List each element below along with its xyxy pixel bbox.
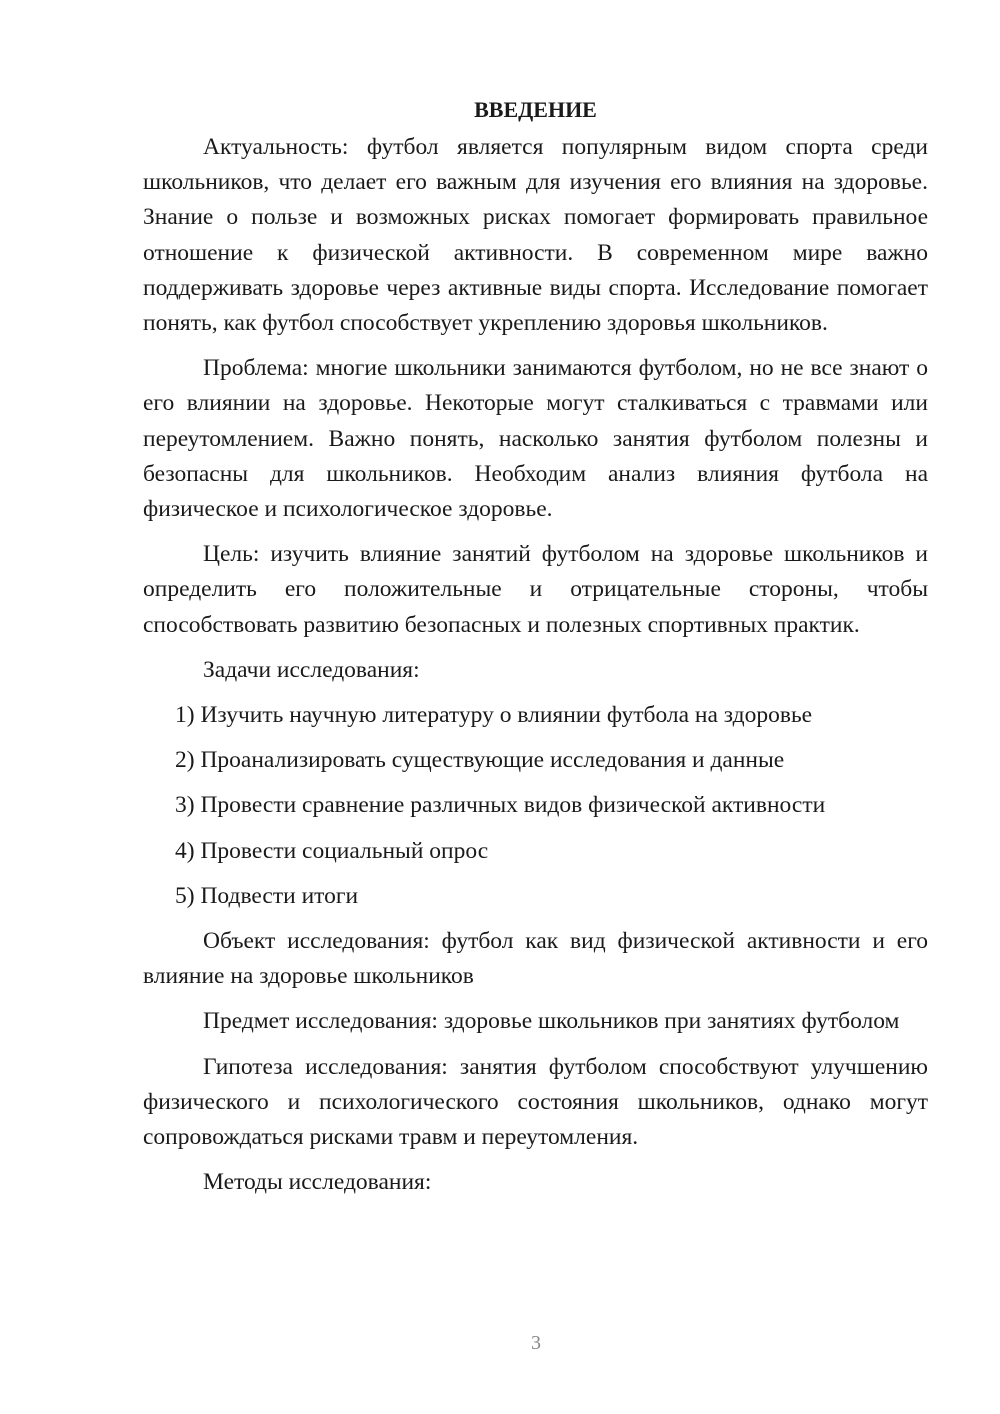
page-number: 3 — [531, 1332, 541, 1354]
section-title: ВВЕДЕНИЕ — [474, 97, 597, 122]
task-item-3: 3) Провести сравнение различных видов физической активности — [175, 792, 826, 819]
methods-heading: Методы исследования: — [203, 1169, 432, 1196]
task-item-4: 4) Провести социальный опрос — [175, 837, 489, 864]
tasks-heading: Задачи исследования: — [203, 656, 420, 683]
tasks-list — [143, 698, 928, 914]
object-paragraph: Объект исследования: футбол как вид физической активности и его влияние на здоровье школьников — [143, 928, 928, 990]
problem-paragraph: Проблема: многие школьники занимаются футболом, но не все знают о его влиянии на здоровье. Некоторые могут сталкиваться с травмами или переутомлением. Важно понять, насколько занятия футболом полезны и безопасны для школьников. Необходим анализ влияния футбола на физическое и психологическое здоровье. — [143, 355, 928, 523]
relevance-paragraph: Актуальность: футбол является популярным видом спорта среди школьников, что делает его важным для изучения его влияния на здоровье. Знание о пользе и возможных рисках помогает формировать правильное отношение к физической активности. В современном мире важно поддерживать здоровье через активные виды спорта. Исследование помогает понять, как футбол способствует укреплению здоровья школьников. — [143, 134, 928, 337]
task-item-1: 1) Изучить научную литературу о влиянии футбола на здоровье — [175, 702, 813, 729]
hypothesis-paragraph: Гипотеза исследования: занятия футболом способствуют улучшению физического и психологического состояния школьников, однако могут сопровождаться рисками травм и переутомления. — [143, 1053, 928, 1151]
task-item-5: 5) Подвести итоги — [175, 882, 359, 909]
subject-paragraph: Предмет исследования: здоровье школьников при занятиях футболом — [203, 1008, 900, 1035]
page-content — [143, 92, 928, 1210]
goal-paragraph: Цель: изучить влияние занятий футболом на здоровье школьников и определить его положительные и отрицательные стороны, чтобы способствовать развитию безопасных и полезных спортивных практик. — [143, 541, 928, 638]
task-item-2: 2) Проанализировать существующие исследования и данные — [175, 747, 785, 774]
